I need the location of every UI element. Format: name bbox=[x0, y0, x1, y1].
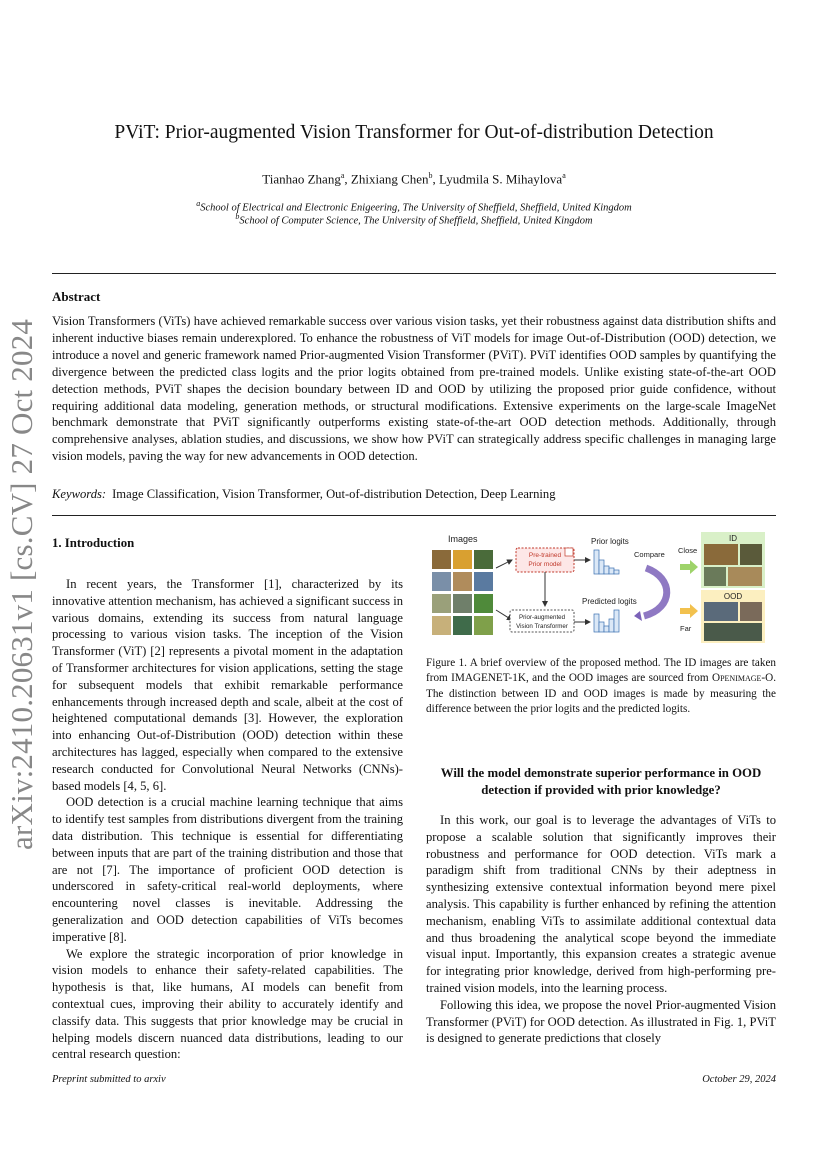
footer-date: October 29, 2024 bbox=[702, 1074, 776, 1085]
author-separator: , bbox=[432, 171, 440, 187]
caption-dataset-id: IMAGENET-1K bbox=[451, 672, 526, 685]
author-list bbox=[60, 171, 768, 187]
images-label: Images bbox=[448, 534, 478, 544]
author-affiliation-mark: a bbox=[562, 171, 566, 180]
far-label: Far bbox=[680, 624, 692, 633]
abstract-bottom-rule bbox=[52, 515, 776, 516]
lock-icon bbox=[565, 548, 573, 556]
paragraph: We explore the strategic incorporation of prior knowledge in vision models to enhance their safety-related capabilities. The hypothesis is that, like humans, AI models can benefit from contextual cues, improving their ability to accurately identify and classify data. This suggests that prior knowledge may be crucial in helping models discern nuanced data distributions, leading to our central research question: bbox=[52, 946, 403, 1062]
author-name: Lyudmila S. Mihaylova bbox=[439, 171, 563, 187]
prior-logits-bars bbox=[594, 550, 619, 574]
pretrained-label: Pre-trained bbox=[528, 552, 562, 559]
pvit-label-line2: Vision Transformer bbox=[516, 623, 568, 630]
far-arrow bbox=[680, 604, 698, 618]
affiliation-text: School of Computer Science, The University of Sheffield, Sheffield, United Kingdom bbox=[239, 215, 593, 227]
keywords bbox=[52, 487, 776, 502]
abstract-heading: Abstract bbox=[52, 289, 101, 304]
author-name: Zhixiang Chen bbox=[350, 171, 429, 187]
figure-1-overview bbox=[428, 530, 774, 645]
author-name: Tianhao Zhang bbox=[262, 171, 341, 187]
prior-model-label: Prior model bbox=[528, 561, 562, 568]
ood-label: OOD bbox=[723, 592, 743, 601]
caption-text: . The distinction between ID and OOD images is made by measuring the difference between the prior logits and the predicted logits. bbox=[426, 672, 777, 715]
caption-dataset-ood: Openimage-O bbox=[712, 672, 774, 685]
affiliation-mark: b bbox=[235, 212, 240, 221]
compare-arrow-head bbox=[634, 611, 642, 621]
left-column-body bbox=[52, 576, 403, 1063]
abstract-text: Vision Transformers (ViTs) have achieved remarkable success over various vision tasks, yet their robustness against data distribution shifts and inherent inductive biases remain underexplored. To enhance the robustness of ViT models for image Out-of-Distribution (OOD) detection, we introduce a novel and generic framework named Prior-augmented Vision Transformer (PViT). PViT identifies OOD samples by quantifying the divergence between the predicted class logits and the prior logits obtained from pre-trained models. Unlike existing state-of-the-art OOD detection methods, PViT shapes the decision boundary between ID and OOD by utilizing the proposed prior guide confidence, without requiring additional data modeling, generation methods, or structural modifications. Extensive experiments on the large-scale ImageNet benchmark demonstrate that PViT significantly outperforms existing state-of-the-art OOD detection methods. Additionally, through comprehensive analyses, ablation studies, and discussions, we show how PViT can strategically address specific challenges in managing large vision models, paving the way for new advancements in OOD detection. bbox=[52, 314, 776, 464]
id-label: ID bbox=[729, 534, 737, 543]
keywords-text: Image Classification, Vision Transformer, Out-of-distribution Detection, Deep Learning bbox=[112, 487, 556, 501]
paragraph: Following this idea, we propose the novel Prior-augmented Vision Transformer (PViT) for OOD detection. As illustrated in Fig. 1, PViT is designed to generate predictions that closely bbox=[426, 997, 776, 1046]
caption-text: , and the OOD images are sourced from bbox=[525, 672, 712, 685]
section-heading-introduction: 1. Introduction bbox=[52, 536, 135, 550]
author-separator: , bbox=[344, 171, 351, 187]
affiliation-mark: a bbox=[196, 199, 201, 208]
keywords-label: Keywords: bbox=[52, 487, 107, 501]
paper-title: PViT: Prior-augmented Vision Transformer for Out-of-distribution Detection bbox=[114, 122, 714, 143]
affiliation-text: School of Electrical and Electronic Enigeering, The University of Sheffield, Sheffield, United Kingdom bbox=[200, 202, 632, 214]
top-rule bbox=[52, 273, 776, 274]
predicted-logits-label: Predicted logits bbox=[582, 597, 637, 606]
right-column-body bbox=[426, 812, 776, 1047]
author-affiliation-mark: a bbox=[340, 171, 345, 180]
close-arrow bbox=[680, 560, 698, 574]
paragraph: In this work, our goal is to leverage the advantages of ViTs to propose a scalable solution that significantly improves their robustness and performance for OOD detection. ViTs mark a paradigm shift from traditional CNNs by their adeptness in synthesizing extensive contextual information beyond mere pixel analysis. This capability is further enhanced by refining the attention mechanism, enabling ViTs to assimilate additional contextual data and thus broadening the analytical scope beyond the immediate visual input. Importantly, this expansion creates a strategic avenue for integrating prior knowledge, derived from high-performing pre-trained vision models, into the learning process. bbox=[426, 813, 776, 995]
input-images-grid bbox=[432, 550, 493, 635]
prior-logits-label: Prior logits bbox=[591, 537, 629, 546]
footer-preprint-note: Preprint submitted to arxiv bbox=[52, 1074, 166, 1085]
predicted-logits-bars bbox=[594, 610, 619, 632]
research-question: Will the model demonstrate superior performance in OOD detection if provided with prior knowledge? bbox=[440, 766, 762, 797]
arxiv-identifier: arXiv:2410.20631v1 [cs.CV] 27 Oct 2024 bbox=[4, 318, 39, 850]
author-affiliation-mark: b bbox=[428, 171, 433, 180]
caption-text: Figure 1. A brief overview of the proposed method. The ID images are taken from bbox=[426, 657, 776, 685]
affiliation-b bbox=[60, 212, 768, 227]
compare-label: Compare bbox=[634, 550, 665, 559]
close-label: Close bbox=[678, 546, 698, 555]
paragraph: OOD detection is a crucial machine learning technique that aims to identify test samples from distributions divergent from the training data distribution. This technique is essential for differentiating between inputs that are part of the training distribution and those that are not [7]. The importance of proficient OOD detection is underscored in safety-critical real-world deployments, where encountering novel classes is inevitable. Addressing the generalization and OOD detection capabilities of ViTs becomes imperative [8]. bbox=[52, 795, 403, 944]
figure-1-caption bbox=[426, 656, 776, 717]
pvit-label-line1: Prior-augmented bbox=[518, 614, 566, 621]
paragraph: In recent years, the Transformer [1], characterized by its innovative attention mechanism, has achieved a significant success in various domains, extending its success from natural language processing to various vision tasks. The inception of the Vision Transformer (ViT) [2] represents a pivotal moment in the adaptation of Transformer architectures for vision applications, setting the stage for subsequent models that exhibit remarkable performance enhancements through increased depth and scale, albeit at the cost of heightened computational demands [3]. However, the exploration into enhancing Out-of-Distribution (OOD) detection within these architectures has lagged, especially when compared to the extensive research conducted for Convolutional Neural Networks (CNNs)-based models [4, 5, 6]. bbox=[52, 577, 403, 793]
compare-arrow bbox=[644, 568, 667, 616]
